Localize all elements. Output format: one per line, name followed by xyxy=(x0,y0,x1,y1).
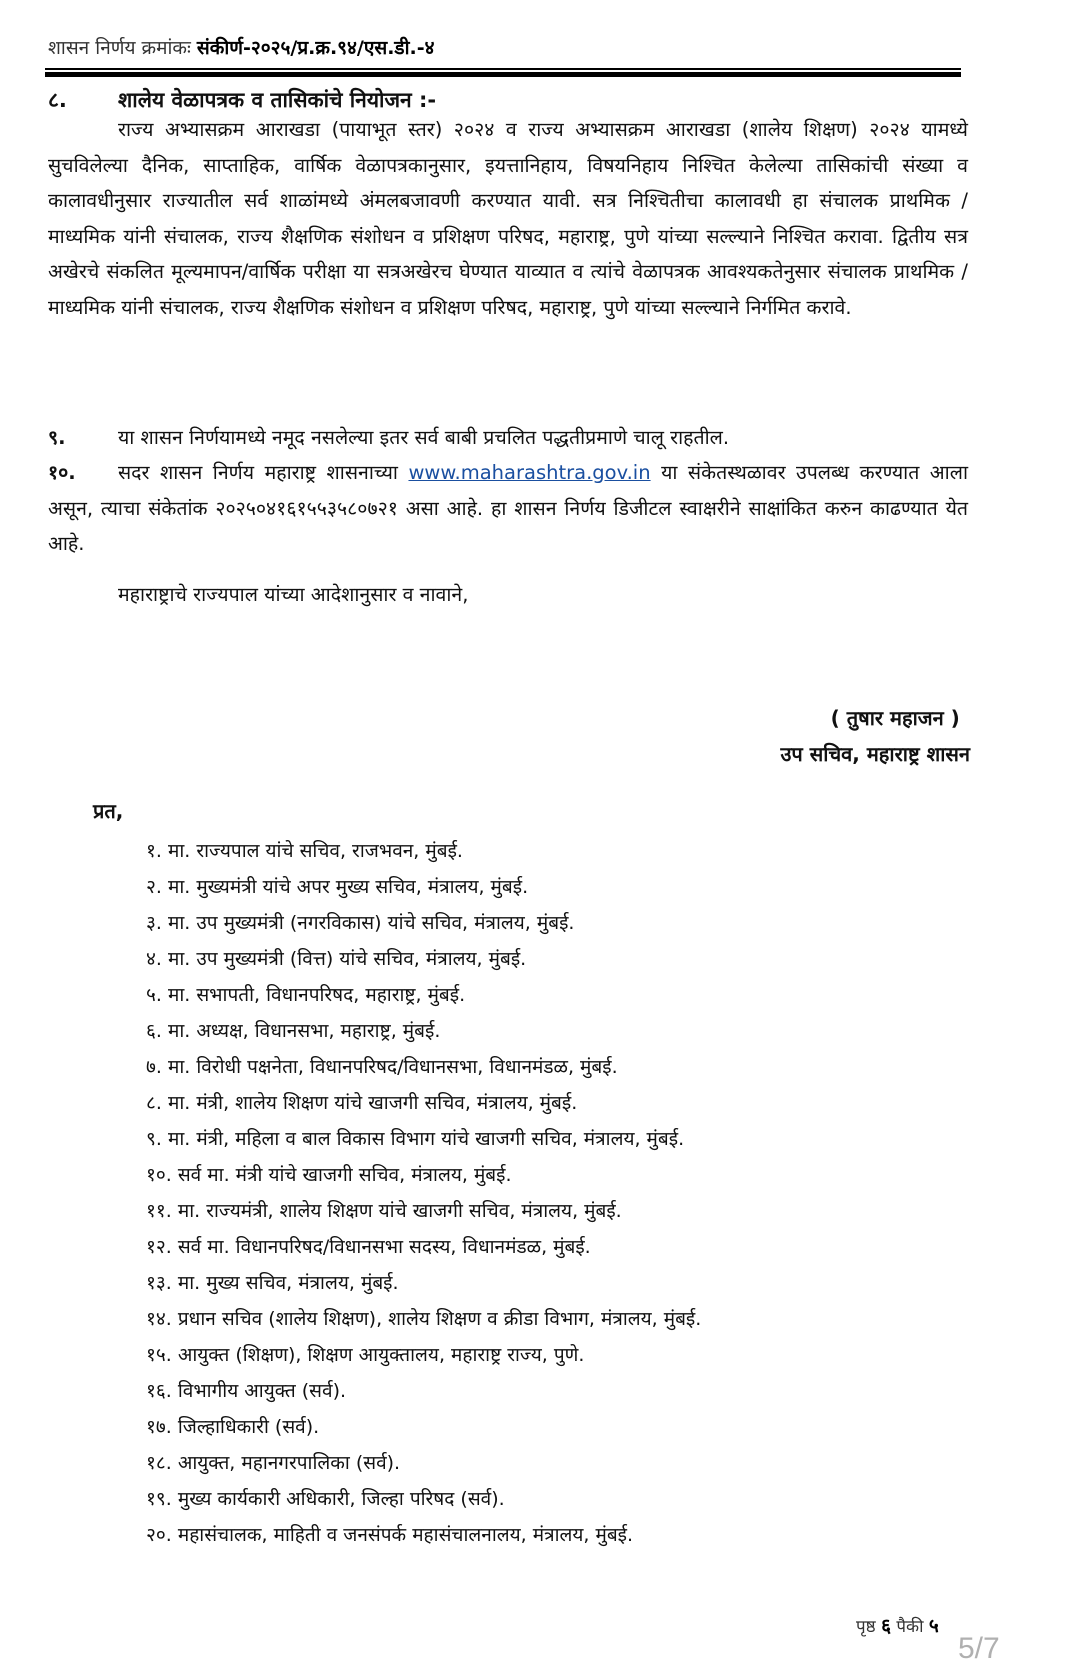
copy-to-item: २०. महासंचालक, माहिती व जनसंपर्क महासंचालनालय, मंत्रालय, मुंबई. xyxy=(146,1524,634,1546)
section-8-heading xyxy=(48,86,436,114)
document-reference-header xyxy=(48,34,435,60)
copy-to-item: १६. विभागीय आयुक्त (सर्व). xyxy=(146,1380,347,1402)
signatory-designation: उप सचिव, महाराष्ट्र शासन xyxy=(780,742,970,766)
section-9-body: या शासन निर्णयामध्ये नमूद नसलेल्या इतर सर्व बाबी प्रचलित पद्धतीप्रमाणे चालू राहतील. xyxy=(118,426,730,449)
copy-to-item: १. मा. राज्यपाल यांचे सचिव, राजभवन, मुंबई. xyxy=(146,840,463,862)
footer-total: ५ xyxy=(928,1615,939,1637)
section-10 xyxy=(48,455,968,562)
closing-line: महाराष्ट्राचे राज्यपाल यांच्या आदेशानुसार व नावाने, xyxy=(118,583,469,606)
header-divider xyxy=(45,68,961,77)
copy-to-heading: प्रत, xyxy=(93,799,124,823)
section-10-body-after: या संकेतस्थळावर उपलब्ध करण्यात आला असून, त्याचा संकेतांक २०२५०४१६१५५३५८०७२१ असा आहे. हा शासन निर्णय डिजीटल स्वाक्षरीने साक्षांकित करुन काढण्यात येत आहे. xyxy=(48,461,968,556)
copy-to-item: १३. मा. मुख्य सचिव, मंत्रालय, मुंबई. xyxy=(146,1272,399,1294)
copy-to-item: ५. मा. सभापती, विधानपरिषद, महाराष्ट्र, मुंबई. xyxy=(146,984,466,1006)
copy-to-item: १९. मुख्य कार्यकारी अधिकारी, जिल्हा परिषद (सर्व). xyxy=(146,1488,505,1510)
page-footer xyxy=(856,1612,939,1638)
section-8-body: राज्य अभ्यासक्रम आराखडा (पायाभूत स्तर) २०२४ व राज्य अभ्यासक्रम आराखडा (शालेय शिक्षण) २०२४ यामध्ये सुचविलेल्या दैनिक, साप्ताहिक, वार्षिक वेळापत्रकानुसार, इयत्तानिहाय, विषयनिहाय निश्चित केलेल्या तासिकांची संख्या व कालावधीनुसार राज्यातील सर्व शाळांमध्ये अंमलबजावणी करण्यात यावी. सत्र निश्चितीचा कालावधी हा संचालक प्राथमिक / माध्यमिक यांनी संचालक, राज्य शैक्षणिक संशोधन व प्रशिक्षण परिषद, महाराष्ट्र, पुणे यांच्या सल्ल्याने निश्चित करावा. द्वितीय सत्र अखेरचे संकलित मूल्यमापन/वार्षिक परीक्षा या सत्रअखेरच घेण्यात याव्यात व त्यांचे वेळापत्रक आवश्यकतेनुसार संचालक प्राथमिक / माध्यमिक यांनी संचालक, राज्य शैक्षणिक संशोधन व प्रशिक्षण परिषद, महाराष्ट्र, पुणे यांच्या सल्ल्याने निर्गमित करावे. xyxy=(48,118,968,319)
section-10-number: १०. xyxy=(48,461,76,484)
footer-prefix: पृष्ठ xyxy=(856,1617,876,1637)
footer-middle: पैकी xyxy=(896,1617,924,1637)
copy-to-item: १५. आयुक्त (शिक्षण), शिक्षण आयुक्तालय, महाराष्ट्र राज्य, पुणे. xyxy=(146,1344,585,1366)
section-9 xyxy=(48,420,968,456)
copy-to-item: ११. मा. राज्यमंत्री, शालेय शिक्षण यांचे खाजगी सचिव, मंत्रालय, मुंबई. xyxy=(146,1200,622,1222)
section-8-number: ८. xyxy=(48,88,67,112)
reference-label: शासन निर्णय क्रमांकः xyxy=(48,37,191,59)
copy-to-item: ४. मा. उप मुख्यमंत्री (वित्त) यांचे सचिव, मंत्रालय, मुंबई. xyxy=(146,948,527,970)
copy-to-item: १७. जिल्हाधिकारी (सर्व). xyxy=(146,1416,320,1438)
copy-to-item: ९. मा. मंत्री, महिला व बाल विकास विभाग यांचे खाजगी सचिव, मंत्रालय, मुंबई. xyxy=(146,1128,685,1150)
reference-number: संकीर्ण-२०२५/प्र.क्र.९४/एस.डी.-४ xyxy=(196,37,435,59)
copy-to-item: ६. मा. अध्यक्ष, विधानसभा, महाराष्ट्र, मुंबई. xyxy=(146,1020,441,1042)
copy-to-item: ३. मा. उप मुख्यमंत्री (नगरविकास) यांचे सचिव, मंत्रालय, मुंबई. xyxy=(146,912,575,934)
maharashtra-gov-link[interactable]: www.maharashtra.gov.in xyxy=(408,461,651,484)
copy-to-item: १८. आयुक्त, महानगरपालिका (सर्व). xyxy=(146,1452,401,1474)
copy-to-item: १०. सर्व मा. मंत्री यांचे खाजगी सचिव, मंत्रालय, मुंबई. xyxy=(146,1164,512,1186)
signatory-name: ( तुषार महाजन ) xyxy=(830,706,960,730)
copy-to-item: १२. सर्व मा. विधानपरिषद/विधानसभा सदस्य, विधानमंडळ, मुंबई. xyxy=(146,1236,591,1258)
copy-to-list xyxy=(146,833,701,1553)
section-10-body-before: सदर शासन निर्णय महाराष्ट्र शासनाच्या xyxy=(118,461,409,484)
copy-to-item: ८. मा. मंत्री, शालेय शिक्षण यांचे खाजगी सचिव, मंत्रालय, मुंबई. xyxy=(146,1092,578,1114)
footer-page: ६ xyxy=(881,1615,891,1637)
viewer-page-indicator: 5/7 xyxy=(958,1632,1000,1665)
copy-to-item: ७. मा. विरोधी पक्षनेता, विधानपरिषद/विधानसभा, विधानमंडळ, मुंबई. xyxy=(146,1056,618,1078)
section-8-title: शालेय वेळापत्रक व तासिकांचे नियोजन :- xyxy=(118,88,437,112)
section-9-number: ९. xyxy=(48,426,66,449)
signature-block xyxy=(780,700,970,772)
copy-to-item: २. मा. मुख्यमंत्री यांचे अपर मुख्य सचिव, मंत्रालय, मुंबई. xyxy=(146,876,529,898)
copy-to-item: १४. प्रधान सचिव (शालेय शिक्षण), शालेय शिक्षण व क्रीडा विभाग, मंत्रालय, मुंबई. xyxy=(146,1308,702,1330)
